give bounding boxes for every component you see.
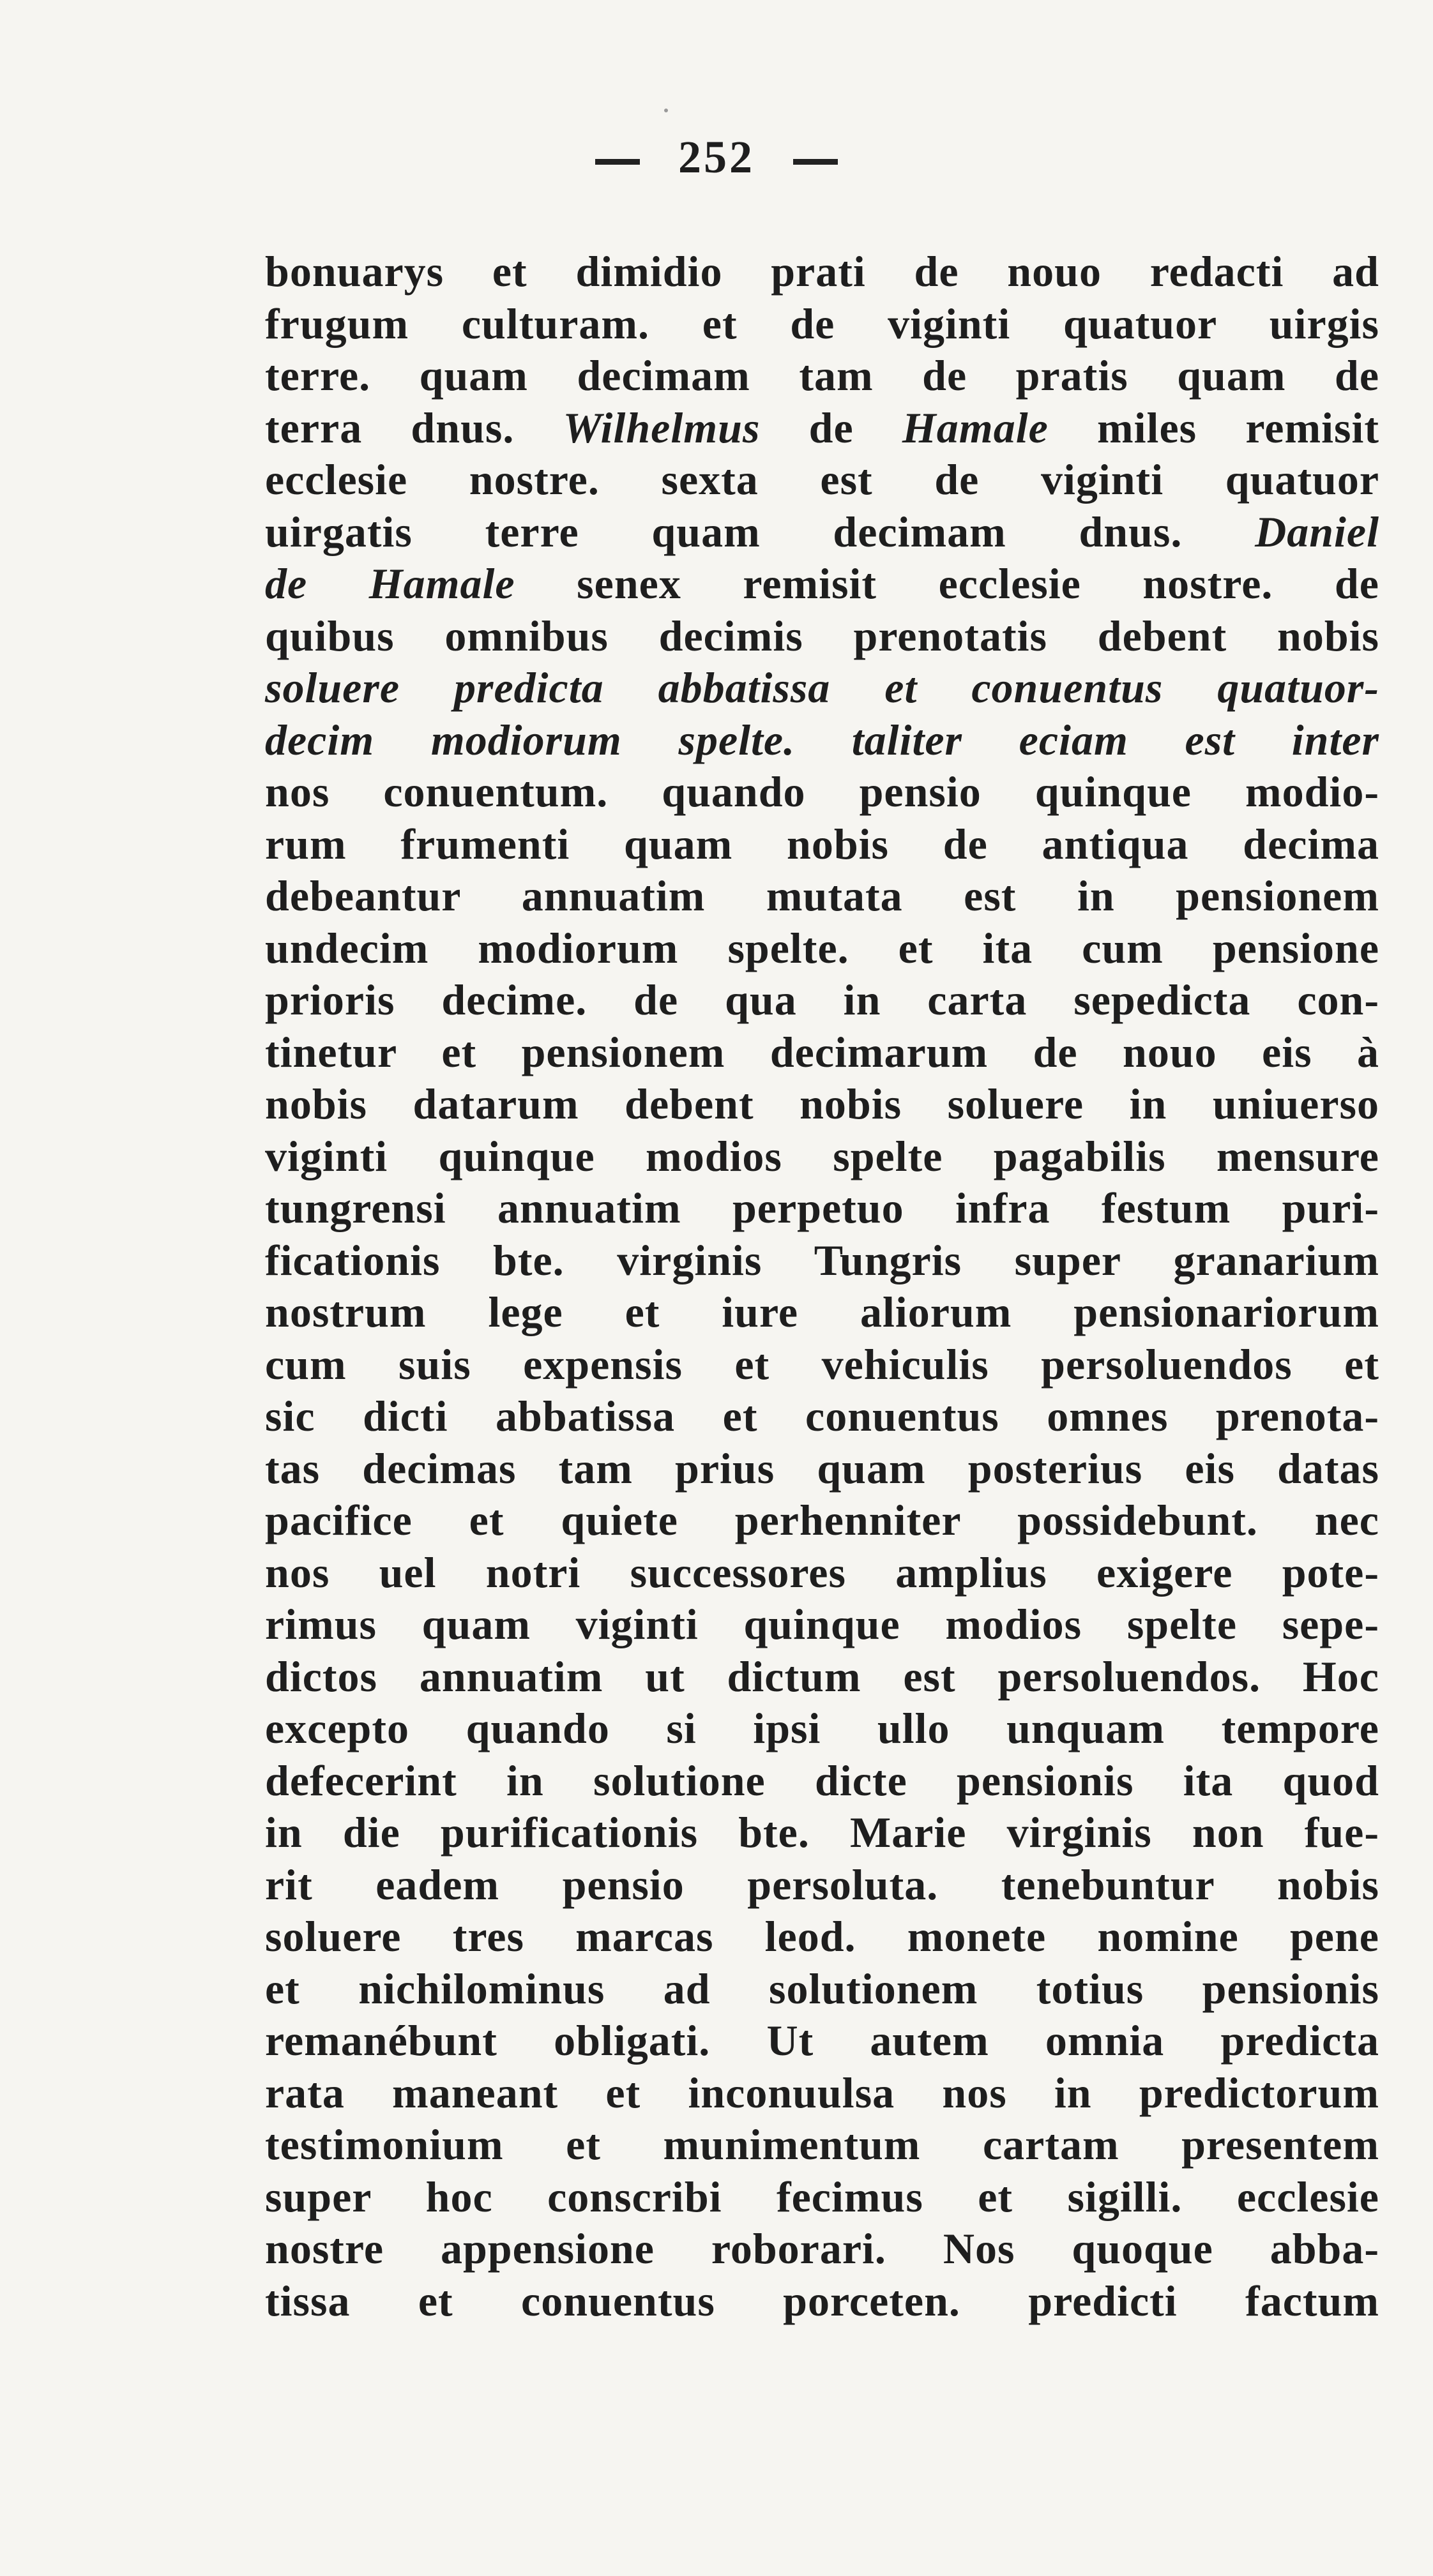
text-line xyxy=(265,974,1379,1027)
text-segment: rum frumenti quam nobis de antiqua decima xyxy=(265,819,1379,868)
text-segment: bonuarys et dimidio prati de nouo redacti ad xyxy=(265,247,1379,296)
text-segment: cum suis expensis et vehiculis persoluendos et xyxy=(265,1339,1379,1389)
text-line xyxy=(265,2275,1379,2328)
text-line xyxy=(265,1599,1379,1651)
text-segment: sic dicti abbatissa et conuentus omnes prenota- xyxy=(265,1392,1379,1440)
text-line xyxy=(265,2015,1379,2067)
text-segment: ecclesie nostre. sexta est de viginti quatuor xyxy=(265,455,1379,504)
text-line xyxy=(265,1547,1379,1599)
text-line xyxy=(265,506,1379,559)
text-segment: testimonium et munimentum cartam presentem xyxy=(265,2120,1379,2169)
text-segment: uirgatis terre quam decimam dnus. xyxy=(265,507,1255,556)
text-line xyxy=(265,662,1379,714)
text-line xyxy=(265,1286,1379,1339)
text-line xyxy=(265,923,1379,975)
page-header xyxy=(0,131,1433,184)
text-segment: terre. quam decimam tam de pratis quam de xyxy=(265,351,1379,400)
scan-speck xyxy=(664,109,668,112)
text-segment: rata maneant et inconuulsa nos in predictorum xyxy=(265,2068,1379,2117)
dash-right xyxy=(793,159,838,165)
text-line xyxy=(265,1339,1379,1391)
text-segment: remanébunt obligati. Ut autem omnia predicta xyxy=(265,2016,1379,2065)
text-segment: prioris decime. de qua in carta sepedicta con- xyxy=(265,975,1379,1024)
text-segment: senex remisit ecclesie nostre. de xyxy=(515,559,1379,608)
text-segment: nostre appensione roborari. Nos quoque abba- xyxy=(265,2224,1379,2273)
text-line xyxy=(265,454,1379,506)
text-line xyxy=(265,1443,1379,1495)
italic-segment: de Hamale xyxy=(265,559,515,608)
italic-segment: Wilhelmus xyxy=(563,403,761,452)
text-segment: tungrensi annuatim perpetuo infra festum puri- xyxy=(265,1184,1379,1232)
page-number: 252 xyxy=(678,132,755,183)
text-line xyxy=(265,1859,1379,1911)
text-line xyxy=(265,766,1379,818)
text-line xyxy=(265,298,1379,350)
text-segment: rit eadem pensio persoluta. tenebuntur nobis xyxy=(265,1860,1379,1909)
text-line xyxy=(265,1807,1379,1859)
text-segment: tas decimas tam prius quam posterius eis datas xyxy=(265,1443,1379,1493)
text-line xyxy=(265,1495,1379,1547)
text-segment: defecerint in solutione dicte pensionis ita quod xyxy=(265,1756,1379,1805)
text-segment: de xyxy=(760,403,902,452)
text-line xyxy=(265,870,1379,923)
text-segment: pacifice et quiete perhenniter possidebunt. nec xyxy=(265,1496,1379,1544)
text-line xyxy=(265,1963,1379,2015)
text-line xyxy=(265,1651,1379,1703)
text-segment: miles remisit xyxy=(1048,403,1380,452)
text-segment: tissa et conuentus porceten. predicti factum xyxy=(265,2276,1379,2325)
text-line xyxy=(265,1911,1379,1963)
text-line xyxy=(265,610,1379,663)
text-line xyxy=(265,1131,1379,1183)
text-line xyxy=(265,1027,1379,1079)
text-segment: et nichilominus ad solutionem totius pensionis xyxy=(265,1964,1379,2013)
text-line xyxy=(265,1703,1379,1755)
text-line xyxy=(265,2223,1379,2275)
text-segment: frugum culturam. et de viginti quatuor uirgis xyxy=(265,299,1379,348)
text-segment: nos uel notri successores amplius exigere pote- xyxy=(265,1548,1379,1597)
text-line xyxy=(265,402,1379,455)
text-line xyxy=(265,1390,1379,1443)
text-segment: terra dnus. xyxy=(265,403,563,452)
text-segment: tinetur et pensionem decimarum de nouo eis à xyxy=(265,1027,1379,1076)
text-line xyxy=(265,2119,1379,2171)
text-segment: ficationis bte. virginis Tungris super granarium xyxy=(265,1235,1379,1284)
italic-segment: soluere predicta abbatissa et conuentus quatuor- xyxy=(265,663,1379,712)
text-segment: rimus quam viginti quinque modios spelte sepe- xyxy=(265,1600,1379,1648)
text-line xyxy=(265,1078,1379,1131)
text-line xyxy=(265,1755,1379,1807)
text-line xyxy=(265,2171,1379,2224)
text-segment: viginti quinque modios spelte pagabilis mensure xyxy=(265,1131,1379,1180)
italic-segment: Daniel xyxy=(1255,507,1379,556)
text-segment: dictos annuatim ut dictum est persoluendos. Hoc xyxy=(265,1652,1379,1701)
text-segment: in die purificationis bte. Marie virginis non fue- xyxy=(265,1808,1379,1857)
text-line xyxy=(265,1235,1379,1287)
italic-segment: decim modiorum spelte. taliter eciam est inter xyxy=(265,715,1379,764)
text-line xyxy=(265,350,1379,402)
dash-left xyxy=(595,159,640,165)
text-segment: soluere tres marcas leod. monete nomine pene xyxy=(265,1912,1379,1961)
text-line xyxy=(265,246,1379,298)
text-segment: nos conuentum. quando pensio quinque modio- xyxy=(265,767,1379,816)
text-line xyxy=(265,558,1379,610)
text-segment: undecim modiorum spelte. et ita cum pensione xyxy=(265,923,1379,972)
text-segment: nostrum lege et iure aliorum pensionariorum xyxy=(265,1288,1379,1336)
text-line xyxy=(265,1182,1379,1235)
page-body-text xyxy=(265,246,1379,2327)
text-line xyxy=(265,714,1379,767)
text-segment: debeantur annuatim mutata est in pensionem xyxy=(265,871,1379,920)
text-segment: nobis datarum debent nobis soluere in uniuerso xyxy=(265,1080,1379,1128)
text-line xyxy=(265,2067,1379,2120)
text-line xyxy=(265,818,1379,871)
text-segment: excepto quando si ipsi ullo unquam tempore xyxy=(265,1704,1379,1752)
italic-segment: Hamale xyxy=(902,403,1049,452)
text-segment: super hoc conscribi fecimus et sigilli. ecclesie xyxy=(265,2172,1379,2221)
text-segment: quibus omnibus decimis prenotatis debent nobis xyxy=(265,611,1379,660)
